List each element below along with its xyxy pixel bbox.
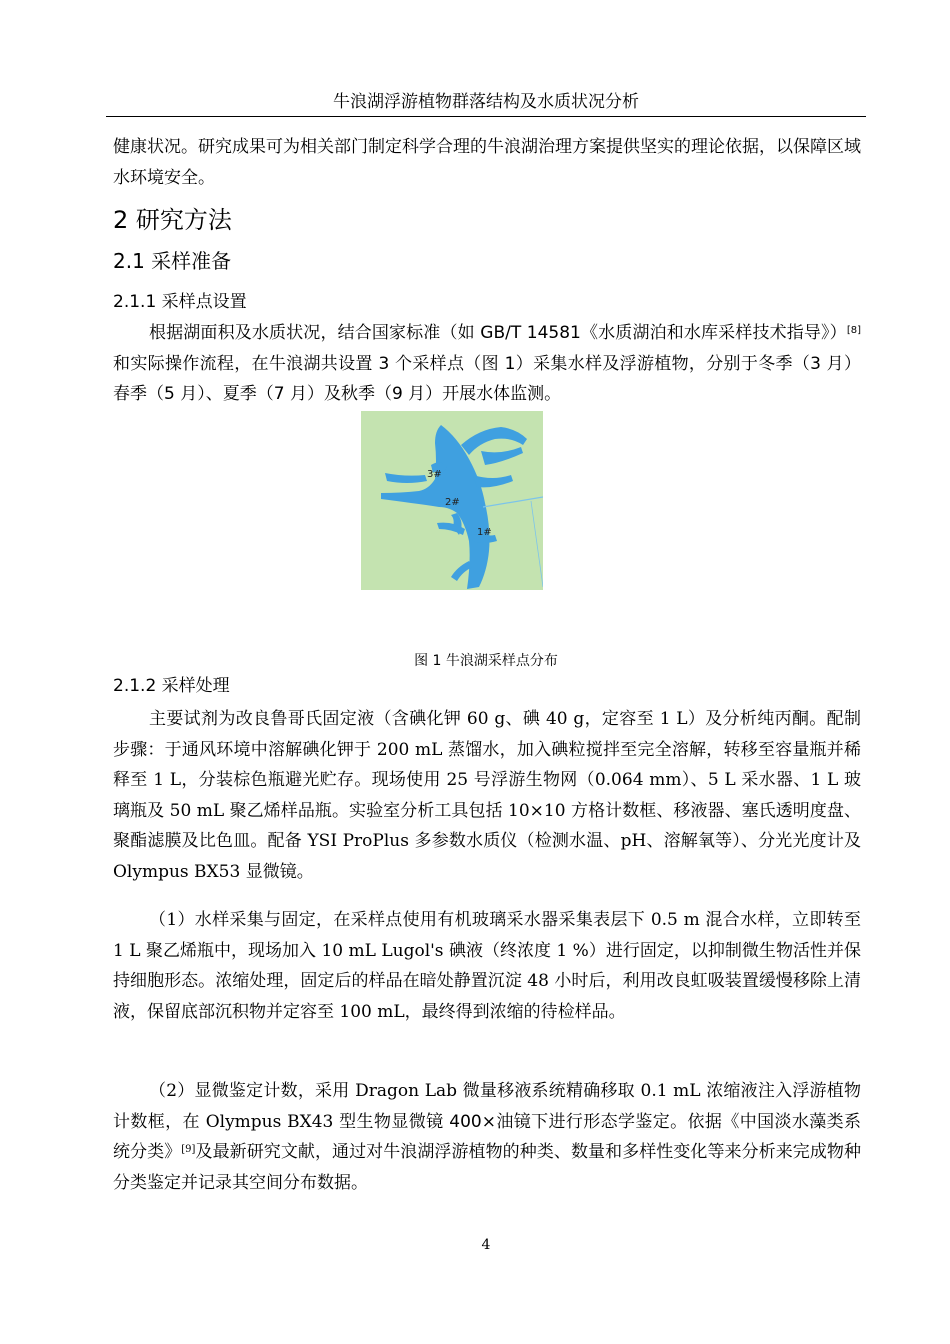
section-2-1-2-heading: 2.1.2 采样处理 xyxy=(113,676,230,696)
header-rule xyxy=(106,116,866,117)
intro-paragraph: 健康状况。研究成果可为相关部门制定科学合理的牛浪湖治理方案提供坚实的理论依据，以保障区域水环境安全。 xyxy=(113,137,861,188)
section-2-1-heading: 2.1 采样准备 xyxy=(113,249,232,273)
sampling-site-text-a: 根据湖面积及水质状况，结合国家标准（如 GB/T 14581《水质湖泊和水库采样技术指导》） xyxy=(149,323,847,343)
sampling-site-paragraph xyxy=(113,318,861,410)
citation-8: [8] xyxy=(846,325,861,336)
site-label-2: 2# xyxy=(445,497,460,508)
microscopy-text-a: （2）显微鉴定计数，采用 Dragon Lab 微量移液系统精确移取 0.1 mL 浓缩液注入浮游植物计数框，在 Olympus BX43 xyxy=(113,1081,861,1132)
microscopy-text-c: 及最新研究文献，通过对牛浪湖浮游植物的种类、数量和多样性变化等来分析来完成物种分类鉴定并记录其空间分布数据。 xyxy=(113,1142,862,1193)
site-label-1: 1# xyxy=(477,527,492,538)
sampling-site-map xyxy=(361,411,543,590)
microscopy-paragraph xyxy=(113,1076,861,1198)
site-label-3: 3# xyxy=(427,469,442,480)
running-header: 牛浪湖浮游植物群落结构及水质状况分析 xyxy=(333,92,639,112)
section-2-heading: 2 研究方法 xyxy=(113,206,232,234)
citation-9: [9] xyxy=(181,1144,196,1155)
microscopy-text-b: 型生物显微镜 400×油镜下进行形态学鉴定。依据《中国淡水藻类系统分类》 xyxy=(113,1111,861,1162)
reagent-paragraph: 主要试剂为改良鲁哥氏固定液（含碘化钾 60 g、碘 40 g，定容至 1 L）及分析纯丙酮。配制步骤：于通风环境中溶解碘化钾于 200 mL 蒸馏水，加入碘粒搅拌至完全溶解，转移至容量瓶并稀释至 1 L，分装棕色瓶避光贮存。现场使用 25 号浮游生物网（0.064 mm）、5 L 采水器、1 L 玻璃瓶及 50 mL 聚乙烯样品瓶。实验室分析工具包括 10×10 方格计数框、移液器、塞氏透明度盘、聚酯滤膜及比色皿。配备 YSI ProPlus 多参数水质仪（检测水温、pH、溶解氧等）、分光光度计及 Olympus BX53 显微镜。 xyxy=(113,709,861,882)
figure-caption: 图 1 牛浪湖采样点分布 xyxy=(414,653,558,669)
sampling-site-text-b: 和实际操作流程，在牛浪湖共设置 3 个采样点（图 1）采集水样及浮游植物，分别于冬季（3 月）春季（5 月）、夏季（7 月）及秋季（9 月）开展水体监测。 xyxy=(113,353,861,404)
page-number: 4 xyxy=(481,1237,491,1253)
sample-collection-paragraph: （1）水样采集与固定，在采样点使用有机玻璃采水器采集表层下 0.5 m 混合水样，立即转至 1 L 聚乙烯瓶中，现场加入 10 mL Lugol's 碘液（终浓度 1 %）进行固定，以抑制微生物活性并保持细胞形态。浓缩处理，固定后的样品在暗处静置沉淀 48 小时后，利用改良虹吸装置缓慢移除上清液，保留底部沉积物并定容至 100 mL，最终得到浓缩的待检样品。 xyxy=(113,910,861,1022)
section-2-1-1-heading: 2.1.1 采样点设置 xyxy=(113,292,247,312)
